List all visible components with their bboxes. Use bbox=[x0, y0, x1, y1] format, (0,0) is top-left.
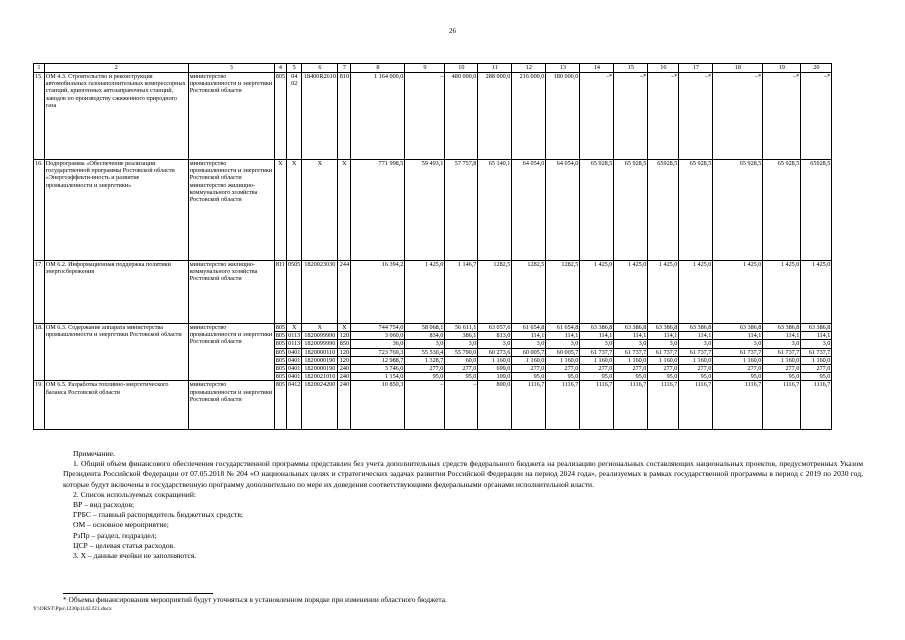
table-cell: 12 988,7 bbox=[351, 356, 405, 364]
table-cell: 1 160,0 bbox=[679, 356, 713, 364]
table-cell: 55 530,4 bbox=[405, 348, 445, 356]
footnote-divider bbox=[63, 593, 213, 594]
table-cell: 0505 bbox=[287, 261, 302, 324]
table-cell: 95,0 bbox=[801, 373, 832, 381]
table-cell: 114,1 bbox=[679, 332, 713, 340]
table-cell: 61 737,7 bbox=[801, 348, 832, 356]
row-number: 17. bbox=[34, 261, 45, 324]
table-cell: 1 160,0 bbox=[546, 356, 580, 364]
table-cell: 834,0 bbox=[405, 332, 445, 340]
row-responsible: министерство промышленности и энергетики Ростовской области министерство жилищно-коммунального хозяйства Ростовской области bbox=[188, 160, 274, 261]
table-cell: – bbox=[405, 73, 445, 160]
table-cell: 3,0 bbox=[445, 340, 478, 348]
table-cell: 1116,7 bbox=[713, 381, 763, 430]
table-cell: 59 493,1 bbox=[405, 160, 445, 261]
table-cell: 1820000110 bbox=[302, 348, 338, 356]
table-cell: 65 928,5 bbox=[679, 160, 713, 261]
header-cell: 18 bbox=[713, 64, 763, 73]
table-cell: 1 164 000,0 bbox=[351, 73, 405, 160]
table-cell: 1 160,0 bbox=[763, 356, 801, 364]
header-cell: 3 bbox=[188, 64, 274, 73]
table-cell: 95,0 bbox=[512, 373, 546, 381]
abbr-item: ЦСР – целевая статья расходов. bbox=[73, 540, 176, 550]
table-cell: 114,1 bbox=[713, 332, 763, 340]
table-cell: 1 160,0 bbox=[801, 356, 832, 364]
table-cell: –* bbox=[801, 73, 832, 160]
table-cell: 61 654,8 bbox=[512, 324, 546, 332]
table-cell: 63 386,8 bbox=[679, 324, 713, 332]
table-cell: 95,0 bbox=[614, 373, 648, 381]
table-cell: 386,1 bbox=[445, 332, 478, 340]
table-cell: 95,0 bbox=[713, 373, 763, 381]
abbr-item: РзПр – раздел, подраздел; bbox=[73, 530, 157, 540]
table-cell: 277,0 bbox=[648, 365, 679, 373]
table-cell: 3,0 bbox=[648, 340, 679, 348]
file-path: Y:\ORST\Ppo\1230p1142.f21.docx bbox=[33, 606, 112, 612]
table-cell: 1 425,0 bbox=[679, 261, 713, 324]
table-cell: 1116,7 bbox=[546, 381, 580, 430]
table-cell: 61 737,7 bbox=[614, 348, 648, 356]
row-name: ОМ 6.5. Разработка топливно-энергетического баланса Ростовской области bbox=[44, 381, 188, 430]
header-cell: 15 bbox=[614, 64, 648, 73]
table-cell: 55 790,0 bbox=[445, 348, 478, 356]
table-cell: 120 bbox=[339, 332, 350, 340]
table-cell: 805 bbox=[275, 348, 286, 356]
table-cell: 95,0 bbox=[648, 373, 679, 381]
table-cell: 0412 bbox=[287, 381, 302, 430]
row-name: ОМ 6.3. Содержание аппарата министерства промышленности и энергетики Ростовской области bbox=[44, 324, 188, 381]
table-cell: 61 737,7 bbox=[763, 348, 801, 356]
table-cell: 64 054,0 bbox=[546, 160, 580, 261]
table-cell: Х bbox=[287, 324, 302, 332]
table-cell: 1116,7 bbox=[580, 381, 614, 430]
table-cell: 114,1 bbox=[801, 332, 832, 340]
table-cell: 805 bbox=[274, 381, 286, 430]
table-cell: 3 060,0 bbox=[351, 332, 405, 340]
table-cell: 95,0 bbox=[763, 373, 801, 381]
table-cell: 800,0 bbox=[478, 381, 512, 430]
table-cell: 63 386,8 bbox=[763, 324, 801, 332]
note-2: 2. Список используемых сокращений: bbox=[73, 489, 197, 499]
table-cell: 61 737,7 bbox=[679, 348, 713, 356]
table-cell: 277,0 bbox=[614, 365, 648, 373]
table-cell: 60 005,7 bbox=[512, 348, 546, 356]
table-cell: 63 386,8 bbox=[614, 324, 648, 332]
abbr-item: ВР – вид расходов; bbox=[73, 500, 135, 510]
table-cell: 1282,5 bbox=[546, 261, 580, 324]
table-cell: 3,0 bbox=[614, 340, 648, 348]
notes-title: Примечание. bbox=[73, 449, 115, 458]
table-cell: 61 654,8 bbox=[546, 324, 580, 332]
table-cell: 1116,7 bbox=[679, 381, 713, 430]
table-cell: 95,0 bbox=[445, 373, 478, 381]
table-cell: 3,0 bbox=[512, 340, 546, 348]
table-cell: 3,0 bbox=[478, 340, 512, 348]
table-cell: 60 273,6 bbox=[478, 348, 512, 356]
table-cell: 114,1 bbox=[580, 332, 614, 340]
table-cell: 3,0 bbox=[763, 340, 801, 348]
row-number: 18. bbox=[34, 324, 45, 381]
page-number: 26 bbox=[449, 27, 456, 35]
table-cell: 1116,7 bbox=[614, 381, 648, 430]
table-cell: 1 425,0 bbox=[713, 261, 763, 324]
header-cell: 8 bbox=[351, 64, 405, 73]
table-cell: Х bbox=[338, 160, 351, 261]
table-cell: 60,0 bbox=[445, 356, 478, 364]
table-cell: 1 425,0 bbox=[763, 261, 801, 324]
table-cell: 120 bbox=[339, 348, 350, 356]
table-cell: 1116,7 bbox=[763, 381, 801, 430]
table-cell: 10 850,3 bbox=[351, 381, 405, 430]
table-cell: –* bbox=[713, 73, 763, 160]
table-cell: 277,0 bbox=[546, 365, 580, 373]
table-cell: 1 425,0 bbox=[648, 261, 679, 324]
table-cell: 63 386,8 bbox=[648, 324, 679, 332]
row-responsible: министерство промышленности и энергетики Ростовской области bbox=[188, 73, 274, 160]
header-cell: 6 bbox=[302, 64, 338, 73]
table-cell: 1820023030 bbox=[302, 261, 338, 324]
table-cell: 0113 bbox=[288, 332, 301, 340]
table-cell: 805 bbox=[275, 356, 286, 364]
table-cell: 65 140,1 bbox=[478, 160, 512, 261]
table-cell: 744 754,0 bbox=[351, 324, 405, 332]
row-responsible: министерство промышленности и энергетики Ростовской области bbox=[188, 324, 274, 381]
note-3: 3. Х – данные ячейки не заполняются. bbox=[73, 551, 197, 561]
table-cell: 58 068,1 bbox=[405, 324, 445, 332]
table-cell: 813,0 bbox=[478, 332, 512, 340]
header-cell: 4 bbox=[274, 64, 286, 73]
table-cell: 1282,5 bbox=[478, 261, 512, 324]
table-cell: 811 bbox=[274, 261, 286, 324]
table-cell: 277,0 bbox=[679, 365, 713, 373]
table-cell: 277,0 bbox=[580, 365, 614, 373]
table-cell: 95,0 bbox=[546, 373, 580, 381]
table-cell: – bbox=[445, 381, 478, 430]
table-cell: Х bbox=[287, 160, 302, 261]
table-cell: 1 328,7 bbox=[405, 356, 445, 364]
table-cell: 63 057,6 bbox=[478, 324, 512, 332]
table-cell: 1820000190 bbox=[302, 356, 338, 364]
table-cell: 1820099990 bbox=[302, 332, 338, 340]
table-row bbox=[34, 73, 832, 160]
table-cell: 480 000,0 bbox=[445, 73, 478, 160]
table-cell: 805 bbox=[275, 365, 286, 373]
table-cell: 1116,7 bbox=[648, 381, 679, 430]
table-cell: – bbox=[405, 381, 445, 430]
table-cell: 850 bbox=[339, 340, 350, 348]
footnote: * Объемы финансирования мероприятий будут уточняться в установленном порядке при изменении областного бюджета. bbox=[63, 595, 447, 604]
table-cell: 0113 bbox=[288, 340, 301, 348]
table-row bbox=[34, 261, 832, 324]
abbr-item: ОМ – основное мероприятие; bbox=[73, 520, 169, 530]
table-cell: 723 769,3 bbox=[351, 348, 405, 356]
table-cell: 3,0 bbox=[580, 340, 614, 348]
table-cell: 0401 bbox=[288, 348, 301, 356]
header-cell: 17 bbox=[679, 64, 713, 73]
table-cell: 277,0 bbox=[512, 365, 546, 373]
table-cell: 1 160,0 bbox=[614, 356, 648, 364]
table-cell: 3,0 bbox=[546, 340, 580, 348]
table-cell: 109,0 bbox=[478, 373, 512, 381]
table-cell: 04 02 bbox=[287, 73, 302, 160]
table-cell: 60 005,7 bbox=[546, 348, 580, 356]
table-cell: 65 928,5 bbox=[614, 160, 648, 261]
table-cell: Х bbox=[338, 324, 351, 332]
table-cell: Х bbox=[302, 160, 338, 261]
table-cell: 3 746,0 bbox=[351, 365, 405, 373]
table-cell: Х bbox=[302, 324, 338, 332]
table-row bbox=[34, 160, 832, 261]
table-row bbox=[34, 381, 832, 430]
header-cell: 20 bbox=[801, 64, 832, 73]
table-cell: 180 000,0 bbox=[546, 73, 580, 160]
table-cell: 240 bbox=[339, 373, 350, 381]
header-cell: 19 bbox=[763, 64, 801, 73]
table-cell: 810 bbox=[338, 73, 351, 160]
header-cell: 5 bbox=[287, 64, 302, 73]
table-cell: 114,1 bbox=[763, 332, 801, 340]
table-cell: 244 bbox=[338, 261, 351, 324]
table-cell: 114,1 bbox=[614, 332, 648, 340]
table-cell: 95,0 bbox=[405, 373, 445, 381]
table-cell: 65928,5 bbox=[648, 160, 679, 261]
header-cell: 7 bbox=[338, 64, 351, 73]
header-cell: 13 bbox=[546, 64, 580, 73]
header-cell: 1 bbox=[34, 64, 45, 73]
table-cell: 277,0 bbox=[445, 365, 478, 373]
row-name: Подпрограмма «Обеспечение реализации государственной программы Ростовской области «Энергоэффекти-вность и развитие промышленности и энергетики» bbox=[44, 160, 188, 261]
header-cell: 12 bbox=[512, 64, 546, 73]
table-cell: 95,0 bbox=[679, 373, 713, 381]
table-cell: 56 611,1 bbox=[445, 324, 478, 332]
table-cell: 0401 bbox=[288, 356, 301, 364]
table-cell: 771 998,5 bbox=[351, 160, 405, 261]
table-cell: 1820021010 bbox=[302, 373, 338, 381]
table-cell: 805 bbox=[275, 324, 286, 331]
table-cell: 18400R2610 bbox=[302, 73, 338, 160]
row-name: ОМ 6.2. Информационная поддержка политики энергосбережения bbox=[44, 261, 188, 324]
header-cell: 9 bbox=[405, 64, 445, 73]
table-cell: 61 737,7 bbox=[713, 348, 763, 356]
table-cell: 805 bbox=[275, 373, 286, 381]
table-cell: 1820000190 bbox=[302, 365, 338, 373]
header-cell: 10 bbox=[445, 64, 478, 73]
notes-section bbox=[63, 449, 863, 561]
table-row bbox=[34, 324, 832, 332]
table-cell: 63 386,8 bbox=[580, 324, 614, 332]
table-cell: 16 394,2 bbox=[351, 261, 405, 324]
row-responsible: министерство жилищно-коммунального хозяйства Ростовской области bbox=[188, 261, 274, 324]
table-cell: 240 bbox=[338, 381, 351, 430]
table-cell: 277,0 bbox=[801, 365, 832, 373]
table-cell: 1 425,0 bbox=[405, 261, 445, 324]
table-cell: Х bbox=[274, 160, 286, 261]
table-cell: 0401 bbox=[288, 373, 301, 381]
table-cell: 240 bbox=[339, 365, 350, 373]
table-cell: 1 160,0 bbox=[713, 356, 763, 364]
table-cell: 61 737,7 bbox=[648, 348, 679, 356]
table-cell: 3,0 bbox=[801, 340, 832, 348]
table-cell: 65 928,5 bbox=[580, 160, 614, 261]
table-cell: 805 bbox=[275, 340, 286, 348]
table-cell: 1116,7 bbox=[512, 381, 546, 430]
table-cell: 277,0 bbox=[713, 365, 763, 373]
table-cell: 1 425,0 bbox=[580, 261, 614, 324]
table-cell: 805 bbox=[275, 332, 286, 340]
table-cell: –* bbox=[763, 73, 801, 160]
header-cell: 16 bbox=[648, 64, 679, 73]
table-cell: 36,0 bbox=[351, 340, 405, 348]
table-cell: 1 154,0 bbox=[351, 373, 405, 381]
table-cell: 1 425,0 bbox=[801, 261, 832, 324]
table-cell: –* bbox=[679, 73, 713, 160]
table-cell: 1 160,0 bbox=[580, 356, 614, 364]
table-cell: 114,1 bbox=[546, 332, 580, 340]
table-cell: 95,0 bbox=[580, 373, 614, 381]
table-cell: 65 928,5 bbox=[713, 160, 763, 261]
table-cell: 63 386,8 bbox=[713, 324, 763, 332]
header-cell: 2 bbox=[44, 64, 188, 73]
table-cell: 216 000,0 bbox=[512, 73, 546, 160]
table-cell: 114,1 bbox=[648, 332, 679, 340]
header-cell: 14 bbox=[580, 64, 614, 73]
table-cell: 277,0 bbox=[763, 365, 801, 373]
table-cell: 1282,5 bbox=[512, 261, 546, 324]
table-cell: 277,0 bbox=[405, 365, 445, 373]
table-cell: 699,0 bbox=[478, 365, 512, 373]
table-cell: 3,0 bbox=[679, 340, 713, 348]
table-cell: –* bbox=[580, 73, 614, 160]
table-cell: 120 bbox=[339, 356, 350, 364]
row-number: 19. bbox=[34, 381, 45, 430]
table-cell: 65928,5 bbox=[801, 160, 832, 261]
table-cell: 1 160,0 bbox=[512, 356, 546, 364]
table-cell: 63 386,8 bbox=[801, 324, 832, 332]
table-cell: 1820099990 bbox=[302, 340, 338, 348]
table-cell: 1 160,0 bbox=[478, 356, 512, 364]
note-1: 1. Общий объем финансового обеспечения государственной программы представлен без учета дополнительных средств федерального бюджета на реализацию региональных составляющих национальных проектов, предусмотренных Указом Президента Российской Федерации от 07.05.2018 № 204 «О национальных целях и стратегических задачах развития Российской Федерации на период 2024 года», реализуемых в рамках государственной программы в период с 2019 по 2030 год, которые будут включены в государственную программу дополнительно по мере их доведения соответствующими федеральными органами исполнительной власти. bbox=[63, 459, 863, 489]
table-cell: 64 054,0 bbox=[512, 160, 546, 261]
table-cell: 1 160,0 bbox=[648, 356, 679, 364]
row-responsible: министерство промышленности и энергетики Ростовской области bbox=[188, 381, 274, 430]
table-cell: 3,0 bbox=[713, 340, 763, 348]
table-cell: 65 928,5 bbox=[763, 160, 801, 261]
table-cell: 1820024200 bbox=[302, 381, 338, 430]
header-row bbox=[34, 64, 832, 73]
table-cell: 114,1 bbox=[512, 332, 546, 340]
table-cell: –* bbox=[648, 73, 679, 160]
table-cell: 1 146,7 bbox=[445, 261, 478, 324]
header-cell: 11 bbox=[478, 64, 512, 73]
table-cell: 288 000,0 bbox=[478, 73, 512, 160]
table-cell: 1116,7 bbox=[801, 381, 832, 430]
row-number: 15. bbox=[34, 73, 45, 160]
abbr-item: ГРБС – главный распорядитель бюджетных средств; bbox=[73, 510, 244, 520]
row-number: 16. bbox=[34, 160, 45, 261]
table-cell: 0401 bbox=[288, 365, 301, 373]
table-cell: 61 737,7 bbox=[580, 348, 614, 356]
table-cell: 805 bbox=[274, 73, 286, 160]
budget-table bbox=[33, 63, 832, 430]
row-name: ОМ 4.3. Строительство и реконструкция автомобильных газонаполнительных компрессорных станций, криогенных автозаправочных станций, заводов по производству сжиженного природного газа bbox=[44, 73, 188, 160]
table-cell: 1 425,0 bbox=[614, 261, 648, 324]
table-cell: 57 757,8 bbox=[445, 160, 478, 261]
table-cell: –* bbox=[614, 73, 648, 160]
table-cell: 3,0 bbox=[405, 340, 445, 348]
